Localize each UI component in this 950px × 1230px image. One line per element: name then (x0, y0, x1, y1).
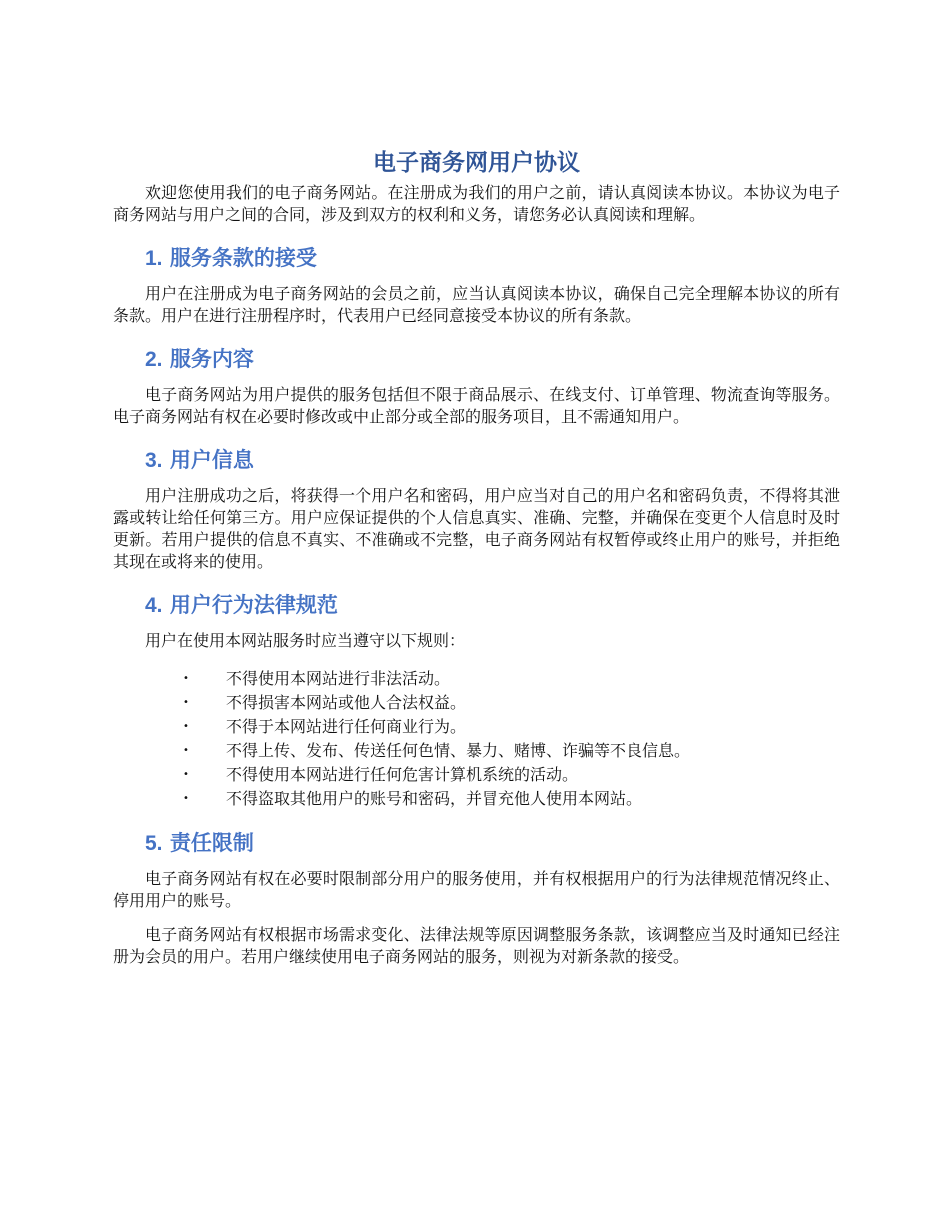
section-3-paragraph: 用户注册成功之后，将获得一个用户名和密码，用户应当对自己的用户名和密码负责，不得将其泄露或转让给任何第三方。用户应保证提供的个人信息真实、准确、完整，并确保在变更个人信息时及时更新。若用户提供的信息不真实、不准确或不完整，电子商务网站有权暂停或终止用户的账号，并拒绝其现在或将来的使用。 (113, 486, 840, 571)
section-5-paragraph-1: 电子商务网站有权在必要时限制部分用户的服务使用，并有权根据用户的行为法律规范情况终止、停用用户的账号。 (113, 869, 840, 910)
rules-list (113, 667, 840, 811)
section-title: 用户信息 (169, 448, 254, 472)
section-heading-5 (145, 828, 840, 859)
bullet-icon: • (183, 721, 189, 732)
section-heading-3 (145, 445, 840, 476)
section-title: 用户行为法律规范 (169, 593, 338, 617)
list-item (113, 691, 840, 715)
list-item-text: 不得使用本网站进行非法活动。 (226, 669, 451, 688)
section-title: 服务内容 (169, 347, 254, 371)
list-item-text: 不得损害本网站或他人合法权益。 (226, 693, 467, 712)
section-number: 5. (145, 832, 163, 855)
list-item-text: 不得盗取其他用户的账号和密码，并冒充他人使用本网站。 (226, 789, 643, 808)
bullet-icon: • (183, 793, 189, 804)
document-title: 电子商务网用户协议 (373, 150, 580, 176)
section-number: 3. (145, 449, 163, 472)
section-heading-4 (145, 590, 840, 621)
section-number: 2. (145, 348, 163, 371)
section-title: 服务条款的接受 (169, 246, 317, 270)
section-number: 1. (145, 247, 163, 270)
bullet-icon: • (183, 697, 189, 708)
intro-paragraph: 欢迎您使用我们的电子商务网站。在注册成为我们的用户之前，请认真阅读本协议。本协议为电子商务网站与用户之间的合同，涉及到双方的权利和义务，请您务必认真阅读和理解。 (113, 183, 840, 224)
bullet-icon: • (183, 769, 189, 780)
list-item (113, 715, 840, 739)
bullet-icon: • (183, 673, 189, 684)
section-number: 4. (145, 594, 163, 617)
list-item-text: 不得使用本网站进行任何危害计算机系统的活动。 (226, 765, 579, 784)
section-5-paragraph-2: 电子商务网站有权根据市场需求变化、法律法规等原因调整服务条款，该调整应当及时通知已经注册为会员的用户。若用户继续使用电子商务网站的服务，则视为对新条款的接受。 (113, 925, 840, 966)
section-4-paragraph: 用户在使用本网站服务时应当遵守以下规则： (145, 631, 466, 650)
document-page (113, 146, 840, 968)
list-item (113, 739, 840, 763)
bullet-icon: • (183, 745, 189, 756)
list-item (113, 667, 840, 691)
section-title: 责任限制 (169, 831, 254, 855)
list-item (113, 787, 840, 811)
section-heading-2 (145, 344, 840, 375)
list-item-text: 不得于本网站进行任何商业行为。 (226, 717, 467, 736)
list-item (113, 763, 840, 787)
list-item-text: 不得上传、发布、传送任何色情、暴力、赌博、诈骗等不良信息。 (226, 741, 691, 760)
section-2-paragraph: 电子商务网站为用户提供的服务包括但不限于商品展示、在线支付、订单管理、物流查询等服务。电子商务网站有权在必要时修改或中止部分或全部的服务项目，且不需通知用户。 (113, 385, 840, 426)
section-1-paragraph: 用户在注册成为电子商务网站的会员之前，应当认真阅读本协议，确保自己完全理解本协议的所有条款。用户在进行注册程序时，代表用户已经同意接受本协议的所有条款。 (113, 284, 840, 325)
section-heading-1 (145, 243, 840, 274)
